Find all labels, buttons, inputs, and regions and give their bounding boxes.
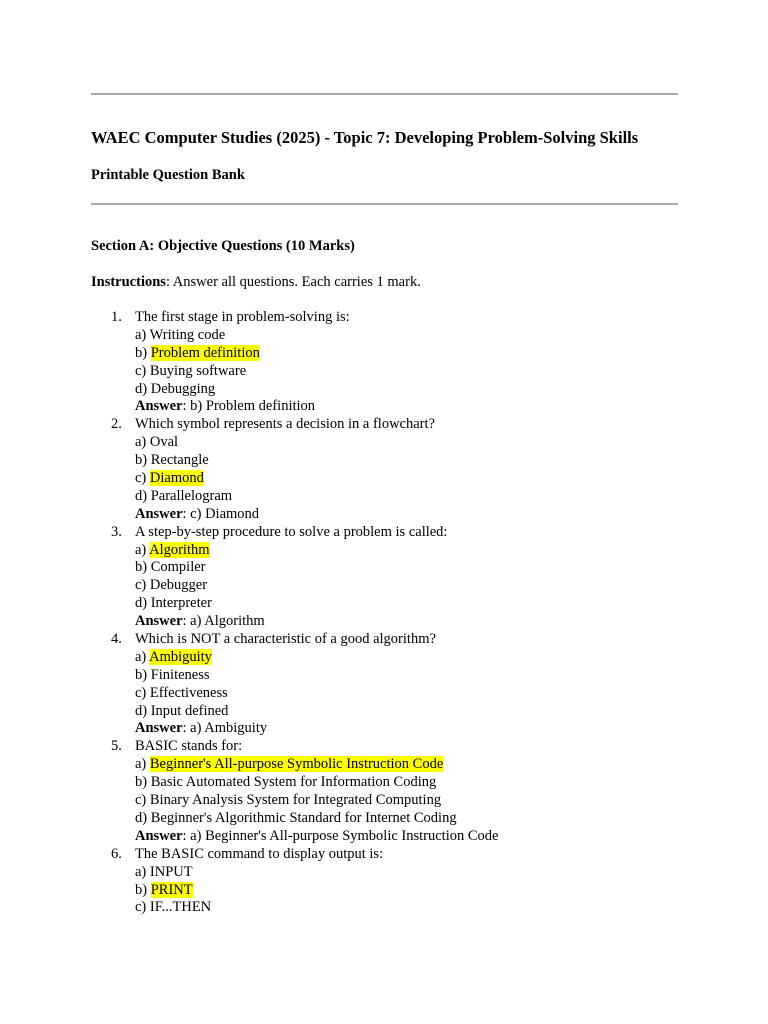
option-text: IF...THEN [149,899,212,916]
option-line [135,703,691,721]
answer-label: Answer [135,720,183,737]
answer-line [135,613,691,631]
option-line [135,810,691,828]
option-prefix: b) [135,344,151,361]
answer-text: : a) Ambiguity [182,720,268,737]
option-line [135,488,691,506]
instructions-text: : Answer all questions. Each carries 1 mark. [165,274,421,290]
answer-line [135,398,691,416]
option-text: Buying software [149,362,247,379]
option-prefix: b) [135,666,151,683]
section-heading: Section A: Objective Questions (10 Marks) [91,238,355,254]
option-text: Basic Automated System for Information Coding [150,774,437,791]
answer-label: Answer [135,505,183,522]
option-prefix: a) [135,541,150,558]
option-text: Writing code [149,326,226,343]
option-line [135,327,691,345]
option-text: Effectiveness [149,684,228,701]
option-text: Parallelogram [150,487,233,504]
answer-line [135,828,691,846]
option-line [135,381,691,399]
question-item [91,738,691,845]
question-number: 5. [111,738,122,755]
answer-text: : a) Algorithm [182,613,265,630]
question-text: Which is NOT a characteristic of a good algorithm? [135,631,436,648]
question-item [91,846,691,918]
option-line [135,434,691,452]
option-prefix: a) [135,434,150,451]
option-line [135,756,691,774]
option-line [135,363,691,381]
question-text: The first stage in problem-solving is: [135,309,350,325]
answer-label: Answer [135,613,183,630]
option-text-highlighted: Problem definition [150,344,260,361]
option-line [135,667,691,685]
option-text: Oval [149,434,179,451]
option-line [135,542,691,560]
option-line [135,774,691,792]
option-prefix: b) [135,452,151,469]
question-text: A step-by-step procedure to solve a problem is called: [135,523,448,540]
option-prefix: d) [135,809,151,826]
answer-label: Answer [135,827,183,844]
option-text: INPUT [149,863,193,880]
answer-text: : a) Beginner's All-purpose Symbolic Instruction Code [182,827,499,844]
option-line [135,649,691,667]
option-prefix: a) [135,326,150,343]
answer-line [135,720,691,738]
option-text: Finiteness [150,666,210,683]
document-title: WAEC Computer Studies (2025) - Topic 7: Developing Problem-Solving Skills [91,128,639,147]
question-text: The BASIC command to display output is: [135,845,384,862]
option-line [135,882,691,900]
answer-label: Answer [135,398,183,415]
option-line [135,452,691,470]
instructions [91,274,421,291]
option-prefix: a) [135,648,150,665]
instructions-label: Instructions [91,274,166,290]
option-line [135,899,691,917]
question-item [91,631,691,738]
option-text: Debugger [149,577,208,594]
question-item [91,309,691,416]
document-subtitle: Printable Question Bank [91,167,245,183]
option-prefix: c) [135,362,150,379]
option-prefix: b) [135,774,151,791]
option-prefix: c) [135,470,150,487]
option-text: Interpreter [150,595,212,612]
question-number: 3. [111,523,122,540]
option-line [135,345,691,363]
option-prefix: c) [135,577,150,594]
option-text: Debugging [150,380,216,397]
option-line [135,577,691,595]
answer-line [135,506,691,524]
option-text: Beginner's Algorithmic Standard for Internet Coding [150,809,457,826]
question-number: 4. [111,631,122,648]
option-prefix: b) [135,559,151,576]
question-text: BASIC stands for: [135,738,243,755]
option-line [135,470,691,488]
option-prefix: a) [135,756,150,773]
option-text-highlighted: Diamond [149,470,204,487]
option-text: Compiler [150,559,206,576]
question-text: Which symbol represents a decision in a flowchart? [135,416,435,433]
option-text-highlighted: Algorithm [149,541,210,558]
option-prefix: c) [135,684,150,701]
option-text: Binary Analysis System for Integrated Computing [149,792,442,809]
question-list [91,309,691,917]
option-text: Input defined [150,702,229,719]
option-prefix: d) [135,702,151,719]
header-divider [91,203,678,205]
answer-text: : b) Problem definition [182,398,316,415]
option-prefix: b) [135,881,151,898]
option-prefix: d) [135,487,151,504]
question-number: 1. [111,309,122,325]
option-prefix: c) [135,899,150,916]
option-text-highlighted: Ambiguity [149,648,212,665]
top-divider [91,93,678,95]
option-line [135,792,691,810]
option-line [135,864,691,882]
question-item [91,416,691,523]
option-line [135,559,691,577]
question-number: 2. [111,416,122,433]
option-text: Rectangle [150,452,209,469]
option-prefix: d) [135,380,151,397]
question-item [91,524,691,631]
option-prefix: c) [135,792,150,809]
option-line [135,595,691,613]
option-line [135,685,691,703]
option-text-highlighted: PRINT [150,881,193,898]
option-text-highlighted: Beginner's All-purpose Symbolic Instruction Code [149,756,444,773]
answer-text: : c) Diamond [182,505,260,522]
option-prefix: a) [135,863,150,880]
option-prefix: d) [135,595,151,612]
question-number: 6. [111,845,122,862]
